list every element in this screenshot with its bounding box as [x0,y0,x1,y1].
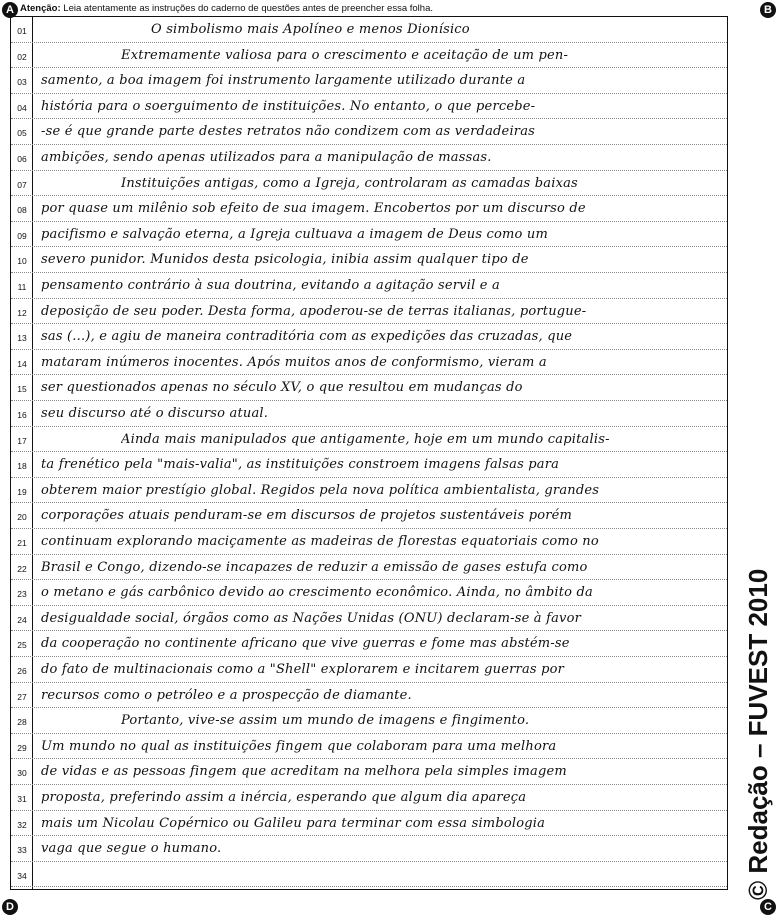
line-number: 21 [17,538,27,548]
line-number: 04 [17,102,27,113]
handwritten-text: mais um Nicolau Copérnico ou Galileu para terminar com essa simbologia [41,815,546,831]
handwritten-text: proposta, preferindo assim a inércia, esperando que algum dia apareça [41,790,527,805]
line-number: 26 [17,666,27,676]
line-number: 16 [17,410,27,420]
handwritten-text: ambições, sendo apenas utilizados para a manipulação de massas. [41,150,492,165]
essay-line [11,811,727,837]
handwritten-text: Extremamente valiosa para o crescimento e aceitação de um pen- [121,47,569,63]
essay-line [11,759,727,785]
line-number: 08 [17,205,27,216]
handwritten-text: Instituições antigas, como a Igreja, controlaram as camadas baixas [121,175,578,191]
line-number: 02 [17,51,27,62]
handwritten-text: severo punidor. Munidos desta psicologia, inibia assim qualquer tipo de [41,252,529,268]
essay-line [11,503,727,529]
handwritten-text: do fato de multinacionais como a "Shell" explorarem e incitarem guerras por [41,662,565,677]
handwritten-text: corporações atuais penduram-se em discursos de projetos sustentáveis porém [41,508,573,524]
line-number: 15 [17,384,27,395]
handwritten-text: O simbolismo mais Apolíneo e menos Dionísico [151,22,470,37]
attention-notice [20,3,433,14]
handwritten-text: o metano e gás carbônico devido ao crescimento econômico. Ainda, no âmbito da [41,585,593,601]
essay-line [11,785,727,811]
handwritten-text: obterem maior prestígio global. Regidos pela nova política ambientalista, grandes [41,482,600,498]
essay-sheet [10,16,728,890]
line-number: 07 [17,179,27,190]
essay-lines [17,17,727,889]
line-number: 34 [17,870,27,881]
corner-marker-d: D [2,899,18,915]
line-number: 31 [17,794,27,804]
handwritten-text: desigualdade social, órgãos como as Nações Unidas (ONU) declaram-se à favor [41,610,582,626]
essay-line [11,247,727,273]
handwritten-text: sas (...), e agiu de maneira contraditória com as expedições das cruzadas, que [41,329,573,345]
handwritten-text: seu discurso até o discurso atual. [41,406,269,421]
handwritten-text: recursos como o petróleo e a prospecção de diamante. [41,687,412,703]
line-number: 13 [17,333,27,344]
essay-line [11,68,727,94]
line-number: 01 [17,26,27,36]
handwritten-text: vaga que segue o humano. [41,841,222,857]
line-number: 03 [17,77,27,88]
essay-line [11,171,727,197]
essay-line [11,862,727,888]
essay-line [11,401,727,427]
line-number: 10 [17,256,27,267]
line-number: 28 [17,717,27,728]
essay-line [11,427,727,453]
essay-line [11,734,727,760]
essay-line [11,17,727,43]
handwritten-text: pacifismo e salvação eterna, a Igreja cultuava a imagem de Deus como um [41,226,549,242]
line-number: 25 [17,640,27,651]
handwritten-text: mataram inúmeros inocentes. Após muitos anos de conformismo, vieram a [41,354,547,370]
essay-line [11,196,727,222]
corner-marker-a: A [2,2,18,18]
corner-marker-c: C [760,899,776,915]
attention-label: Atenção: [20,3,61,14]
essay-line [11,119,727,145]
line-number: 27 [17,691,27,702]
line-number: 09 [17,230,27,241]
handwritten-text: história para o soerguimento de instituições. No entanto, o que percebe- [41,98,536,114]
line-number: 11 [17,282,27,292]
handwritten-text: deposição de seu poder. Desta forma, apoderou-se de terras italianas, portugue- [41,303,587,319]
essay-line [11,350,727,376]
handwritten-text: de vidas e as pessoas fingem que acreditam na melhora pela simples imagem [41,764,567,780]
essay-line [11,299,727,325]
essay-line [11,529,727,555]
handwritten-text: por quase um milênio sob efeito de sua imagem. Encobertos por um discurso de [41,201,586,217]
handwritten-text: Brasil e Congo, dizendo-se incapazes de reduzir a emissão de gases estufa como [41,559,588,575]
essay-line [11,478,727,504]
line-number: 29 [17,742,27,753]
essay-line [11,657,727,683]
line-number: 05 [17,128,27,139]
line-number: 30 [17,768,27,779]
line-number: 20 [17,512,27,523]
handwritten-text: samento, a boa imagem foi instrumento largamente utilizado durante a [41,73,526,89]
handwritten-text: ser questionados apenas no século XV, o que resultou em mudanças do [41,380,523,396]
attention-text: Leia atentamente as instruções do caderno de questões antes de preencher essa folha. [63,3,433,14]
essay-line [11,452,727,478]
handwritten-text: continuam explorando maciçamente as madeiras de florestas equatoriais como no [41,534,599,549]
essay-line [11,580,727,606]
corner-marker-b: B [760,2,776,18]
essay-line [11,43,727,69]
essay-line [11,555,727,581]
line-number: 14 [17,358,27,369]
line-number: 17 [17,435,27,446]
handwritten-text: da cooperação no continente africano que vive guerras e fome mas abstém-se [41,636,570,652]
handwritten-text: Portanto, vive-se assim um mundo de imagens e fingimento. [121,713,530,729]
line-number: 23 [17,589,27,600]
line-number: 22 [17,563,27,574]
essay-line [11,631,727,657]
line-number: 24 [17,614,27,625]
essay-line [11,324,727,350]
handwritten-text: ta frenético pela "mais-valia", as instituições constroem imagens falsas para [41,457,560,473]
handwritten-text: Ainda mais manipulados que antigamente, hoje em um mundo capitalis- [121,431,610,447]
line-number: 32 [17,819,27,830]
essay-line [11,836,727,862]
essay-line [11,606,727,632]
line-number: 18 [17,461,27,472]
line-number: 33 [17,845,27,856]
handwritten-text: Um mundo no qual as instituições fingem que colaboram para uma melhora [41,738,557,754]
essay-line [11,145,727,171]
essay-line [11,708,727,734]
essay-line [11,94,727,120]
handwritten-text: -se é que grande parte destes retratos não condizem com as verdadeiras [41,124,536,140]
line-number: 19 [17,486,27,497]
line-number: 06 [17,154,27,164]
handwritten-text: pensamento contrário à sua doutrina, evitando a agitação servil e a [41,278,500,293]
essay-line [11,375,727,401]
essay-line [11,683,727,709]
copyright-side-label: © Redação – FUVEST 2010 [743,568,773,900]
essay-line [11,273,727,299]
essay-line [11,222,727,248]
line-number: 12 [17,307,27,318]
